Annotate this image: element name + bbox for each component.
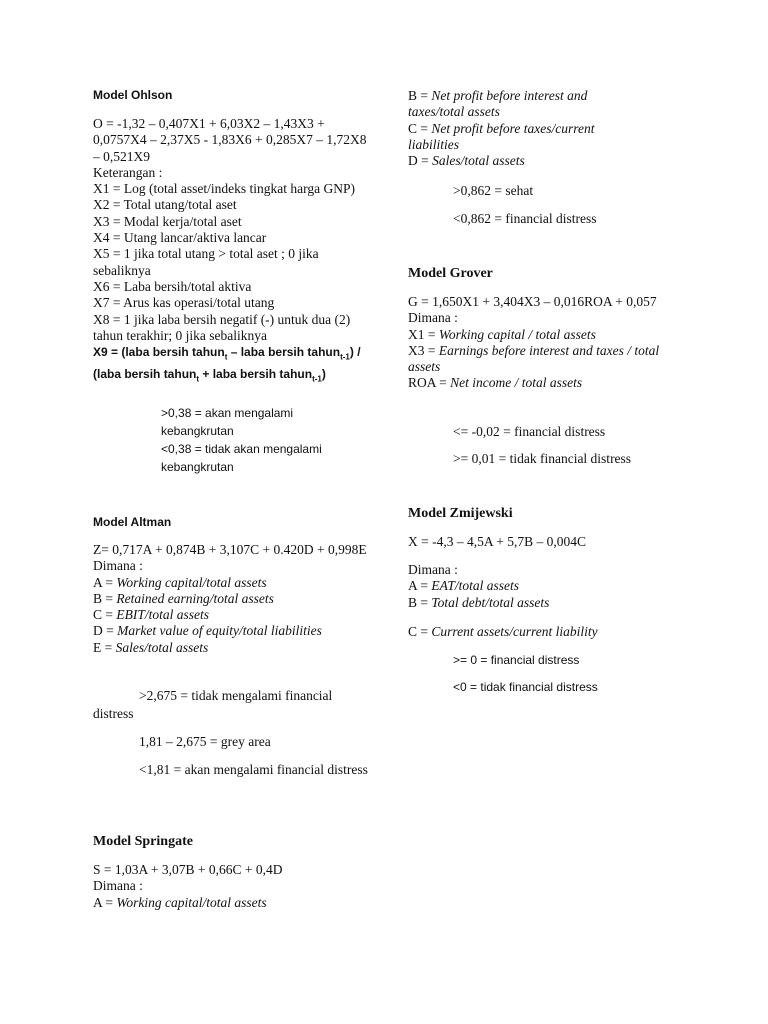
ohlson-formula: O = -1,32 – 0,407X1 + 6,03X2 – 1,43X3 + 0,0757X4 – 2,37X5 - 1,83X6 + 0,285X7 – 1,72X8 – 0,521X9 — [93, 116, 367, 164]
ohlson-body — [93, 116, 368, 387]
altman-var-d: D = Market value of equity/total liabilities — [93, 623, 322, 639]
springate-criteria-1: >0,862 = sehat — [453, 183, 534, 198]
altman-body — [93, 542, 368, 656]
springate-var-c: C = Net profit before taxes/current liabilities — [408, 120, 595, 152]
grover-criteria-2: >= 0,01 = tidak financial distress — [453, 451, 632, 466]
altman-criteria-1: >2,675 = tidak mengalami financial distress — [93, 688, 333, 721]
altman-criteria-3: <1,81 = akan mengalami financial distress — [139, 762, 368, 777]
zmijewski-criteria-1: >= 0 = financial distress — [453, 653, 580, 667]
ohlson-var-x6: X6 = Laba bersih/total aktiva — [93, 278, 252, 294]
altman-var-b: B = Retained earning/total assets — [93, 590, 274, 606]
springate-var-b: B = Net profit before interest and taxes/total assets — [408, 88, 588, 120]
zmijewski-var-c: C = Current assets/current liability — [408, 624, 598, 639]
ohlson-var-x3: X3 = Modal kerja/total aset — [93, 213, 242, 229]
ohlson-var-x1: X1 = Log (total asset/indeks tingkat harga GNP) — [93, 181, 355, 197]
springate-body-left — [93, 862, 368, 911]
altman-formula: Z= 0,717A + 0,874B + 3,107C + 0.420D + 0,998E — [93, 542, 367, 557]
grover-body — [408, 294, 670, 392]
ohlson-var-x2: X2 = Total utang/total aset — [93, 197, 237, 213]
springate-var-d: D = Sales/total assets — [408, 153, 525, 169]
altman-criteria-2: 1,81 – 2,675 = grey area — [139, 734, 271, 749]
ohlson-var-x5: X5 = 1 jika total utang > total aset ; 0 jika sebaliknya — [93, 246, 319, 278]
ohlson-criteria-1: >0,38 = akan mengalami kebangkrutan — [161, 406, 294, 438]
grover-heading: Model Grover — [408, 266, 493, 281]
ohlson-keterangan: Keterangan : — [93, 164, 163, 180]
springate-heading: Model Springate — [93, 834, 193, 849]
springate-formula: S = 1,03A + 3,07B + 0,66C + 0,4D — [93, 862, 283, 877]
grover-formula: G = 1,650X1 + 3,404X3 – 0,016ROA + 0,057 — [408, 294, 657, 309]
altman-var-e: E = Sales/total assets — [93, 639, 209, 655]
ohlson-var-x8: X8 = 1 jika laba bersih negatif (-) untuk dua (2) tahun terakhir; 0 jika sebaliknya — [93, 311, 351, 343]
springate-dimana: Dimana : — [93, 878, 143, 894]
zmijewski-formula-block — [408, 534, 670, 550]
zmijewski-var-b: B = Total debt/total assets — [408, 594, 550, 610]
grover-var-x3: X3 = Earnings before interest and taxes / total assets — [408, 342, 660, 375]
ohlson-var-x7: X7 = Arus kas operasi/total utang — [93, 295, 275, 311]
zmijewski-var-c-block — [408, 624, 670, 640]
altman-var-a: A = Working capital/total assets — [93, 574, 267, 590]
altman-heading: Model Altman — [93, 515, 172, 529]
grover-var-x1: X1 = Working capital / total assets — [408, 326, 596, 342]
ohlson-criteria-2: <0,38 = tidak akan mengalami kebangkrutan — [161, 442, 322, 474]
altman-var-c: C = EBIT/total assets — [93, 607, 210, 623]
ohlson-var-x9: X9 = (laba bersih tahun$_t$ – laba bersih tahun$_{t-1}$) / (laba bersih tahun$_t$ + laba bersih tahun$_{t-1}$) — [93, 345, 361, 383]
grover-criteria-1: <= -0,02 = financial distress — [453, 424, 606, 439]
zmijewski-body — [408, 562, 670, 611]
ohlson-var-x4: X4 = Utang lancar/aktiva lancar — [93, 230, 267, 246]
zmijewski-formula: X = -4,3 – 4,5A + 5,7B – 0,004C — [408, 534, 586, 549]
springate-var-a: A = Working capital/total assets — [93, 894, 267, 910]
springate-criteria-2: <0,862 = financial distress — [453, 211, 597, 226]
springate-body-right — [408, 88, 628, 169]
ohlson-heading: Model Ohlson — [93, 88, 173, 102]
grover-dimana: Dimana : — [408, 310, 458, 326]
altman-dimana: Dimana : — [93, 558, 143, 574]
zmijewski-dimana: Dimana : — [408, 562, 458, 577]
zmijewski-criteria-2: <0 = tidak financial distress — [453, 680, 598, 694]
grover-var-roa: ROA = Net income / total assets — [408, 375, 583, 391]
zmijewski-var-a: A = EAT/total assets — [408, 578, 520, 594]
zmijewski-heading: Model Zmijewski — [408, 506, 513, 521]
